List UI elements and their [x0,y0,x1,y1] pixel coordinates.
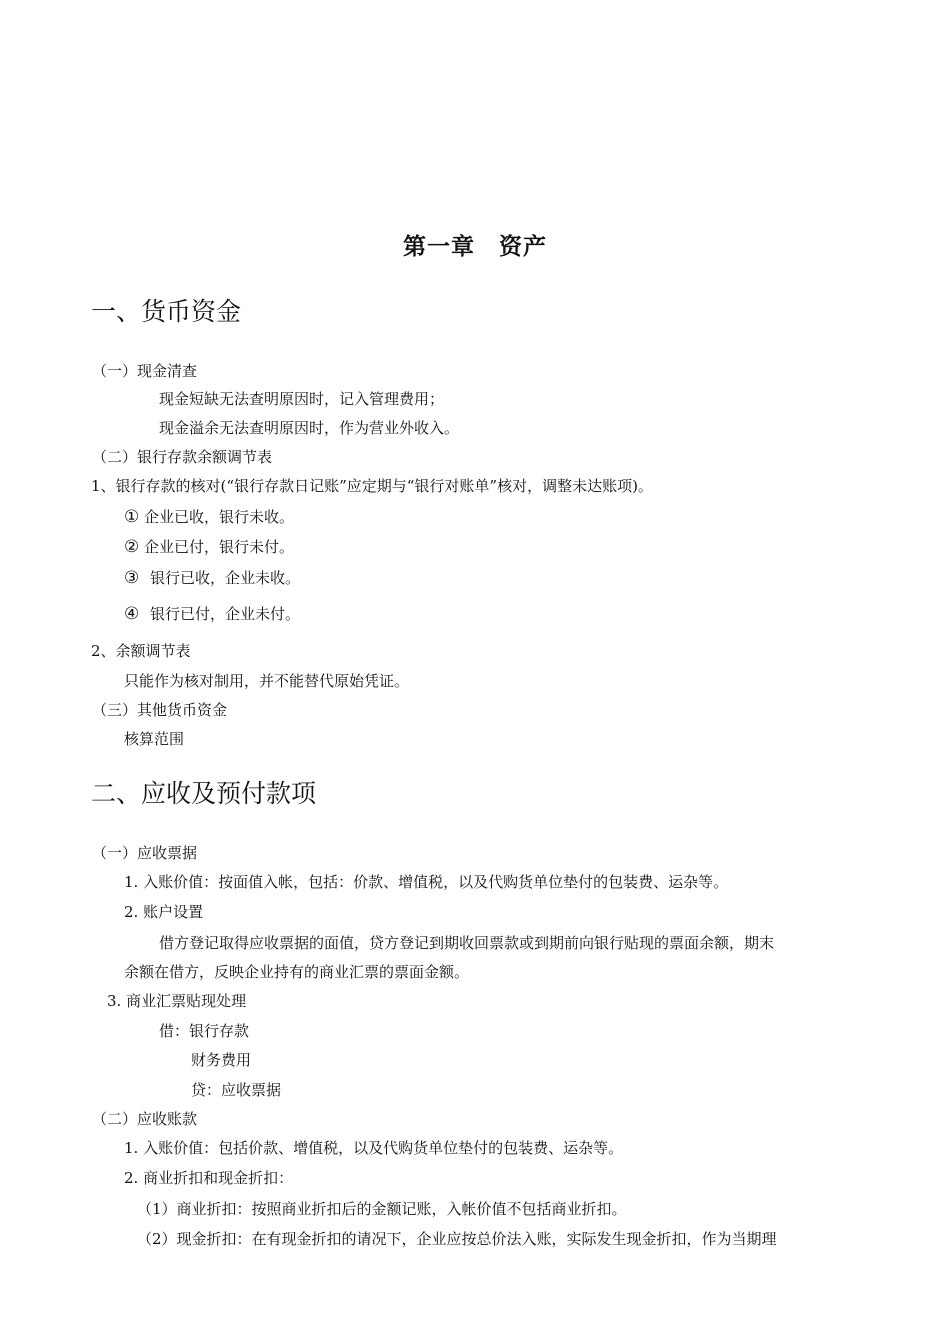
journal-entry-debit: 借：银行存款 [159,1022,250,1040]
list-item: （2）现金折扣：在有现金折扣的请况下，企业应按总价法入账，实际发生现金折扣，作为当期理 [137,1230,777,1248]
circled-number: ② [124,537,140,557]
paragraph-line: 核算范围 [124,730,185,748]
circled-number: ① [124,507,140,527]
list-item: 1. 入账价值：包括价款、增值税，以及代购货单位垫付的包装费、运杂等。 [124,1139,624,1157]
subheading-other-funds: （三）其他货币资金 [92,701,228,719]
paragraph-line: 只能作为核对制用，并不能替代原始凭证。 [124,672,410,690]
chapter-title: 第一章 资产 [403,234,547,260]
circled-number: ③ [124,568,140,588]
paragraph-line: 现金溢余无法查明原因时，作为营业外收入。 [159,419,460,437]
list-item-text: 企业已收，银行未收。 [144,508,295,526]
list-item: 2. 账户设置 [124,903,204,921]
section-heading-1: 一、货币资金 [91,297,242,326]
journal-entry-credit: 贷：应收票据 [191,1081,282,1099]
journal-entry-debit: 财务费用 [191,1051,252,1069]
paragraph-line: 借方登记取得应收票据的面值，贷方登记到期收回票款或到期前向银行贴现的票面余额，期末 [159,934,775,952]
list-item [124,507,294,527]
list-item: 2、余额调节表 [91,642,191,660]
paragraph-line: 现金短缺无法查明原因时，记入管理费用； [159,390,445,408]
section-heading-2: 二、应收及预付款项 [91,779,317,808]
list-item: 2. 商业折扣和现金折扣： [124,1169,294,1187]
subheading-notes-receivable: （一）应收票据 [92,844,198,862]
circled-number: ④ [124,604,140,624]
subheading-cash-count: （一）现金清查 [92,362,198,380]
paragraph-line: 余额在借方，反映企业持有的商业汇票的票面金额。 [124,963,470,981]
list-item-text: 银行已付，企业未付。 [150,605,301,623]
subheading-bank-reconciliation: （二）银行存款余额调节表 [92,448,273,466]
list-item [124,604,300,624]
list-item: 1、银行存款的核对(“银行存款日记账”应定期与“银行对账单”核对，调整未达账项)。 [91,477,653,495]
list-item-text: 企业已付，银行未付。 [144,538,295,556]
list-item: （1）商业折扣：按照商业折扣后的金额记账，入帐价值不包括商业折扣。 [137,1200,627,1218]
list-item [124,537,294,557]
list-item [124,568,300,588]
list-item: 3. 商业汇票贴现处理 [107,992,247,1010]
list-item: 1. 入账价值：按面值入帐，包括：价款、增值税，以及代购货单位垫付的包装费、运杂等。 [124,873,729,891]
list-item-text: 银行已收，企业未收。 [150,569,301,587]
subheading-accounts-receivable: （二）应收账款 [92,1110,198,1128]
